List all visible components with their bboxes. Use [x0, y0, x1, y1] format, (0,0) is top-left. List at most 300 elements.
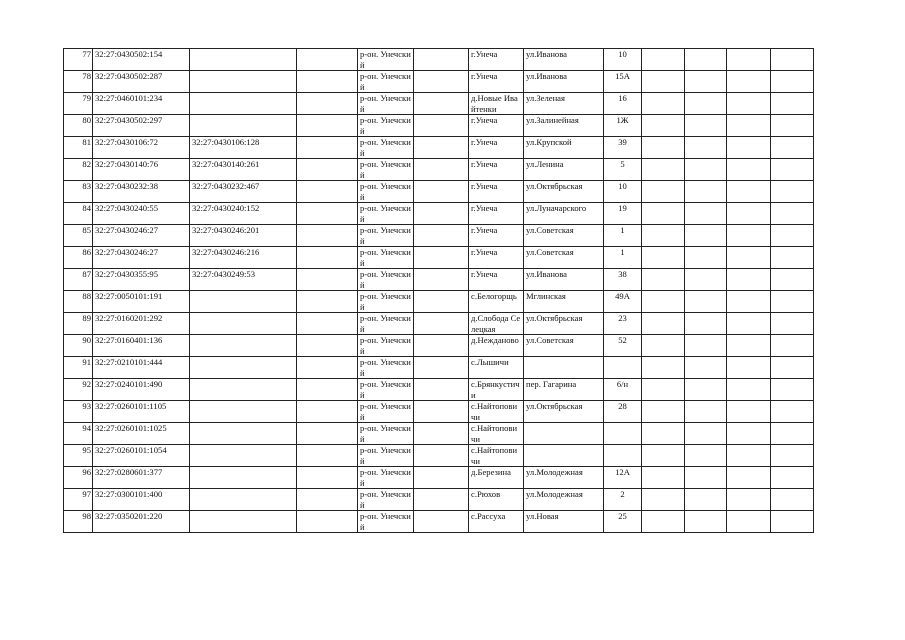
empty-cell	[727, 115, 771, 137]
empty-cell	[297, 203, 358, 225]
cadastral-number: 32:27:0430232:38	[93, 181, 190, 203]
empty-cell	[642, 313, 685, 335]
cadastral-number: 32:27:0050101:191	[93, 291, 190, 313]
table-row	[64, 291, 814, 313]
street-cell: ул.Крупской	[524, 137, 604, 159]
empty-cell	[771, 489, 814, 511]
empty-cell	[414, 115, 469, 137]
house-number: 1Ж	[604, 115, 642, 137]
row-number: 84	[64, 203, 93, 225]
house-number: 19	[604, 203, 642, 225]
locality-cell: д.Новые Ивайтенки	[469, 93, 524, 115]
empty-cell	[685, 489, 727, 511]
empty-cell	[727, 313, 771, 335]
empty-cell	[642, 115, 685, 137]
cadastral-number: 32:27:0430240:55	[93, 203, 190, 225]
empty-cell	[642, 379, 685, 401]
empty-cell	[727, 445, 771, 467]
empty-cell	[297, 467, 358, 489]
empty-cell	[297, 71, 358, 93]
row-number: 77	[64, 49, 93, 71]
table-row	[64, 423, 814, 445]
cadastral-number: 32:27:0160201:292	[93, 313, 190, 335]
empty-cell	[297, 401, 358, 423]
table-row	[64, 401, 814, 423]
locality-cell: с.Брянкустичи	[469, 379, 524, 401]
empty-cell	[727, 335, 771, 357]
street-cell: ул.Октябрьская	[524, 313, 604, 335]
empty-cell	[297, 357, 358, 379]
locality-cell: г.Унеча	[469, 159, 524, 181]
empty-cell	[642, 423, 685, 445]
row-number: 78	[64, 71, 93, 93]
empty-cell	[771, 445, 814, 467]
locality-cell: г.Унеча	[469, 49, 524, 71]
empty-cell	[414, 423, 469, 445]
empty-cell	[642, 489, 685, 511]
empty-cell	[642, 401, 685, 423]
street-cell: ул.Новая	[524, 511, 604, 533]
empty-cell	[297, 511, 358, 533]
house-number	[604, 445, 642, 467]
district-cell: р-он. Унечский	[358, 489, 414, 511]
cadastral-number-2	[190, 467, 297, 489]
empty-cell	[771, 93, 814, 115]
empty-cell	[727, 93, 771, 115]
cadastral-number: 32:27:0430502:297	[93, 115, 190, 137]
locality-cell: г.Унеча	[469, 269, 524, 291]
empty-cell	[414, 159, 469, 181]
empty-cell	[771, 71, 814, 93]
house-number: 10	[604, 181, 642, 203]
empty-cell	[685, 445, 727, 467]
row-number: 94	[64, 423, 93, 445]
empty-cell	[414, 291, 469, 313]
empty-cell	[771, 181, 814, 203]
house-number: 28	[604, 401, 642, 423]
empty-cell	[771, 401, 814, 423]
house-number: 1	[604, 225, 642, 247]
empty-cell	[297, 423, 358, 445]
empty-cell	[642, 467, 685, 489]
cadastral-number: 32:27:0430502:287	[93, 71, 190, 93]
cadastral-number: 32:27:0430106:72	[93, 137, 190, 159]
empty-cell	[414, 511, 469, 533]
row-number: 89	[64, 313, 93, 335]
cadastral-number: 32:27:0160401:136	[93, 335, 190, 357]
cadastral-number-2	[190, 335, 297, 357]
table-row	[64, 93, 814, 115]
cadastral-number-2: 32:27:0430106:128	[190, 137, 297, 159]
street-cell: ул.Советская	[524, 225, 604, 247]
district-cell: р-он. Унечский	[358, 423, 414, 445]
empty-cell	[685, 467, 727, 489]
cadastral-number-2	[190, 115, 297, 137]
cadastral-number: 32:27:0260101:1105	[93, 401, 190, 423]
empty-cell	[414, 247, 469, 269]
empty-cell	[297, 137, 358, 159]
empty-cell	[771, 269, 814, 291]
table-row	[64, 159, 814, 181]
street-cell: ул.Октябрьская	[524, 181, 604, 203]
locality-cell: д.Слобода Селецкая	[469, 313, 524, 335]
empty-cell	[685, 401, 727, 423]
row-number: 81	[64, 137, 93, 159]
cadastral-number-2	[190, 511, 297, 533]
empty-cell	[297, 489, 358, 511]
empty-cell	[771, 335, 814, 357]
cadastral-number-2: 32:27:0430240:152	[190, 203, 297, 225]
empty-cell	[771, 357, 814, 379]
empty-cell	[297, 379, 358, 401]
row-number: 85	[64, 225, 93, 247]
empty-cell	[414, 445, 469, 467]
row-number: 88	[64, 291, 93, 313]
house-number: 5	[604, 159, 642, 181]
empty-cell	[297, 93, 358, 115]
street-cell: ул.Зеленая	[524, 93, 604, 115]
locality-cell: г.Унеча	[469, 181, 524, 203]
cadastral-number-2: 32:27:0430246:216	[190, 247, 297, 269]
row-number: 98	[64, 511, 93, 533]
table-row	[64, 49, 814, 71]
empty-cell	[727, 357, 771, 379]
district-cell: р-он. Унечский	[358, 445, 414, 467]
table-row	[64, 71, 814, 93]
table-row	[64, 335, 814, 357]
cadastral-number-2	[190, 445, 297, 467]
row-number: 96	[64, 467, 93, 489]
empty-cell	[685, 159, 727, 181]
street-cell	[524, 357, 604, 379]
locality-cell: д.Нежданово	[469, 335, 524, 357]
street-cell: ул.Молодежная	[524, 489, 604, 511]
street-cell: ул.Иванова	[524, 49, 604, 71]
street-cell: ул.Советская	[524, 335, 604, 357]
table-row	[64, 489, 814, 511]
table-row	[64, 445, 814, 467]
district-cell: р-он. Унечский	[358, 467, 414, 489]
empty-cell	[727, 401, 771, 423]
street-cell: ул.Молодежная	[524, 467, 604, 489]
empty-cell	[642, 445, 685, 467]
locality-cell: с.Рюхов	[469, 489, 524, 511]
cadastral-number-2	[190, 313, 297, 335]
cadastral-number-2	[190, 379, 297, 401]
empty-cell	[297, 445, 358, 467]
empty-cell	[642, 335, 685, 357]
table-row	[64, 247, 814, 269]
house-number: 15А	[604, 71, 642, 93]
cadastral-number-2	[190, 489, 297, 511]
house-number	[604, 357, 642, 379]
empty-cell	[685, 291, 727, 313]
empty-cell	[727, 511, 771, 533]
row-number: 80	[64, 115, 93, 137]
empty-cell	[642, 203, 685, 225]
empty-cell	[297, 335, 358, 357]
empty-cell	[414, 379, 469, 401]
empty-cell	[727, 225, 771, 247]
house-number: 10	[604, 49, 642, 71]
empty-cell	[685, 49, 727, 71]
cadastral-number-2	[190, 71, 297, 93]
table-row	[64, 379, 814, 401]
locality-cell: д.Березина	[469, 467, 524, 489]
empty-cell	[414, 93, 469, 115]
empty-cell	[642, 159, 685, 181]
empty-cell	[727, 467, 771, 489]
locality-cell: г.Унеча	[469, 137, 524, 159]
row-number: 95	[64, 445, 93, 467]
empty-cell	[771, 291, 814, 313]
empty-cell	[771, 511, 814, 533]
district-cell: р-он. Унечский	[358, 137, 414, 159]
table-row	[64, 115, 814, 137]
empty-cell	[727, 247, 771, 269]
empty-cell	[414, 137, 469, 159]
empty-cell	[727, 181, 771, 203]
row-number: 93	[64, 401, 93, 423]
empty-cell	[727, 203, 771, 225]
cadastral-number: 32:27:0430246:27	[93, 225, 190, 247]
house-number: 23	[604, 313, 642, 335]
empty-cell	[727, 159, 771, 181]
cadastral-number-2	[190, 291, 297, 313]
cadastral-number-2	[190, 401, 297, 423]
empty-cell	[642, 269, 685, 291]
empty-cell	[414, 181, 469, 203]
empty-cell	[727, 269, 771, 291]
locality-cell: г.Унеча	[469, 203, 524, 225]
cadastral-number: 32:27:0260101:1054	[93, 445, 190, 467]
house-number: 39	[604, 137, 642, 159]
empty-cell	[414, 357, 469, 379]
table-row	[64, 511, 814, 533]
empty-cell	[642, 71, 685, 93]
empty-cell	[685, 511, 727, 533]
empty-cell	[771, 225, 814, 247]
cadastral-number-2: 32:27:0430246:201	[190, 225, 297, 247]
empty-cell	[642, 357, 685, 379]
house-number: 38	[604, 269, 642, 291]
cadastral-number-2	[190, 357, 297, 379]
cadastral-number-2	[190, 93, 297, 115]
empty-cell	[414, 225, 469, 247]
locality-cell: с.Найтоповичи	[469, 401, 524, 423]
empty-cell	[685, 313, 727, 335]
empty-cell	[771, 467, 814, 489]
locality-cell: г.Унеча	[469, 247, 524, 269]
locality-cell: г.Унеча	[469, 225, 524, 247]
empty-cell	[414, 467, 469, 489]
locality-cell: с.Найтоповичи	[469, 445, 524, 467]
cadastral-number: 32:27:0210101:444	[93, 357, 190, 379]
empty-cell	[297, 49, 358, 71]
row-number: 82	[64, 159, 93, 181]
street-cell: ул.Залинейная	[524, 115, 604, 137]
empty-cell	[771, 203, 814, 225]
house-number: 6/н	[604, 379, 642, 401]
cadastral-number: 32:27:0460101:234	[93, 93, 190, 115]
empty-cell	[727, 49, 771, 71]
empty-cell	[771, 49, 814, 71]
table-row	[64, 313, 814, 335]
empty-cell	[414, 49, 469, 71]
empty-cell	[414, 401, 469, 423]
cadastral-number-2	[190, 423, 297, 445]
empty-cell	[727, 379, 771, 401]
table-row	[64, 225, 814, 247]
row-number: 92	[64, 379, 93, 401]
row-number: 91	[64, 357, 93, 379]
cadastral-table	[63, 48, 814, 533]
locality-cell: с.Рассуха	[469, 511, 524, 533]
empty-cell	[297, 291, 358, 313]
row-number: 90	[64, 335, 93, 357]
table-row	[64, 137, 814, 159]
district-cell: р-он. Унечский	[358, 181, 414, 203]
locality-cell: с.Белогорщь	[469, 291, 524, 313]
empty-cell	[771, 423, 814, 445]
empty-cell	[414, 203, 469, 225]
empty-cell	[642, 49, 685, 71]
district-cell: р-он. Унечский	[358, 225, 414, 247]
district-cell: р-он. Унечский	[358, 291, 414, 313]
empty-cell	[685, 269, 727, 291]
cadastral-number: 32:27:0430140:76	[93, 159, 190, 181]
street-cell	[524, 445, 604, 467]
empty-cell	[685, 379, 727, 401]
district-cell: р-он. Унечский	[358, 357, 414, 379]
street-cell: пер. Гагарина	[524, 379, 604, 401]
empty-cell	[414, 313, 469, 335]
empty-cell	[297, 159, 358, 181]
empty-cell	[727, 291, 771, 313]
house-number: 52	[604, 335, 642, 357]
district-cell: р-он. Унечский	[358, 93, 414, 115]
street-cell: ул.Ленина	[524, 159, 604, 181]
cadastral-number: 32:27:0430355:95	[93, 269, 190, 291]
cadastral-number: 32:27:0430502:154	[93, 49, 190, 71]
locality-cell: г.Унеча	[469, 71, 524, 93]
empty-cell	[685, 357, 727, 379]
empty-cell	[685, 93, 727, 115]
district-cell: р-он. Унечский	[358, 335, 414, 357]
empty-cell	[771, 159, 814, 181]
empty-cell	[297, 225, 358, 247]
cadastral-number: 32:27:0300101:400	[93, 489, 190, 511]
house-number: 25	[604, 511, 642, 533]
empty-cell	[685, 115, 727, 137]
cadastral-number: 32:27:0240101:490	[93, 379, 190, 401]
empty-cell	[642, 247, 685, 269]
cadastral-number-2: 32:27:0430232:467	[190, 181, 297, 203]
cadastral-number: 32:27:0260101:1025	[93, 423, 190, 445]
district-cell: р-он. Унечский	[358, 313, 414, 335]
empty-cell	[685, 71, 727, 93]
cadastral-number-2: 32:27:0430140:261	[190, 159, 297, 181]
house-number: 12А	[604, 467, 642, 489]
empty-cell	[727, 423, 771, 445]
row-number: 79	[64, 93, 93, 115]
street-cell: ул.Советская	[524, 247, 604, 269]
street-cell	[524, 423, 604, 445]
street-cell: ул.Иванова	[524, 71, 604, 93]
empty-cell	[642, 181, 685, 203]
empty-cell	[685, 247, 727, 269]
house-number	[604, 423, 642, 445]
empty-cell	[414, 335, 469, 357]
district-cell: р-он. Унечский	[358, 49, 414, 71]
empty-cell	[685, 203, 727, 225]
district-cell: р-он. Унечский	[358, 115, 414, 137]
empty-cell	[685, 423, 727, 445]
empty-cell	[771, 115, 814, 137]
district-cell: р-он. Унечский	[358, 269, 414, 291]
empty-cell	[414, 489, 469, 511]
empty-cell	[297, 313, 358, 335]
house-number: 2	[604, 489, 642, 511]
street-cell: ул.Иванова	[524, 269, 604, 291]
cadastral-number: 32:27:0350201:220	[93, 511, 190, 533]
empty-cell	[642, 225, 685, 247]
street-cell: ул.Луначарского	[524, 203, 604, 225]
row-number: 87	[64, 269, 93, 291]
district-cell: р-он. Унечский	[358, 511, 414, 533]
table-body	[64, 49, 814, 533]
empty-cell	[685, 181, 727, 203]
empty-cell	[771, 247, 814, 269]
empty-cell	[771, 379, 814, 401]
cadastral-number-2: 32:27:0430249:53	[190, 269, 297, 291]
empty-cell	[727, 489, 771, 511]
empty-cell	[642, 291, 685, 313]
row-number: 97	[64, 489, 93, 511]
empty-cell	[297, 269, 358, 291]
locality-cell: с.Найтоповичи	[469, 423, 524, 445]
house-number: 16	[604, 93, 642, 115]
district-cell: р-он. Унечский	[358, 71, 414, 93]
cadastral-number-2	[190, 49, 297, 71]
empty-cell	[642, 137, 685, 159]
district-cell: р-он. Унечский	[358, 159, 414, 181]
district-cell: р-он. Унечский	[358, 247, 414, 269]
row-number: 83	[64, 181, 93, 203]
empty-cell	[685, 335, 727, 357]
table-row	[64, 203, 814, 225]
house-number: 1	[604, 247, 642, 269]
empty-cell	[642, 511, 685, 533]
house-number: 49А	[604, 291, 642, 313]
street-cell: Мглинская	[524, 291, 604, 313]
empty-cell	[771, 313, 814, 335]
empty-cell	[727, 137, 771, 159]
cadastral-number: 32:27:0280601:377	[93, 467, 190, 489]
empty-cell	[642, 93, 685, 115]
locality-cell: г.Унеча	[469, 115, 524, 137]
table-row	[64, 467, 814, 489]
table-row	[64, 269, 814, 291]
empty-cell	[685, 137, 727, 159]
empty-cell	[727, 71, 771, 93]
row-number: 86	[64, 247, 93, 269]
empty-cell	[297, 115, 358, 137]
empty-cell	[297, 181, 358, 203]
empty-cell	[297, 247, 358, 269]
district-cell: р-он. Унечский	[358, 203, 414, 225]
street-cell: ул.Октябрьская	[524, 401, 604, 423]
